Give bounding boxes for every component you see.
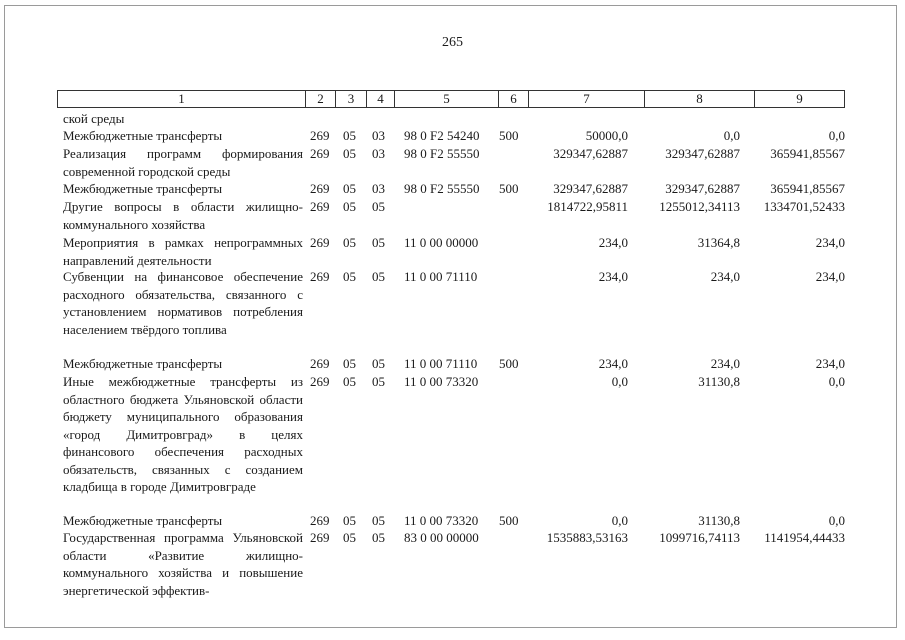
row-values [0,198,905,215]
row-description: Иные межбюджетные трансферты из областного бюджета Ульяновской области бюджету муниципального образования «город Димитровград» в целях финансового обеспечения расходных обязательств, связанных с созданием кладбища в городе Димитровграде [63,374,303,494]
header-col-2: 2 [306,91,336,107]
col-2-value: 269 [310,374,330,389]
col-7-value: 234,0 [598,269,628,284]
col-3-value: 05 [343,235,356,250]
col-5-value: 11 0 00 73320 [404,513,479,528]
col-9-value: 234,0 [815,356,845,371]
col-9-value: 1334701,52433 [763,199,845,214]
col-5-value: 11 0 00 71110 [404,269,478,284]
col-9-value: 0,0 [828,513,845,528]
col-7-value: 1535883,53163 [546,530,628,545]
table-row [0,110,905,127]
col-3-value: 05 [343,513,356,528]
col-4-value: 03 [372,128,385,143]
header-col-7: 7 [529,91,645,107]
col-7-value: 0,0 [611,374,628,389]
col-3-value: 05 [343,146,356,161]
col-7-value: 329347,62887 [553,146,628,161]
col-4-value: 05 [372,530,385,545]
header-col-5: 5 [395,91,499,107]
col-6-value: 500 [499,128,519,143]
col-5-value: 83 0 00 00000 [404,530,479,545]
col-3-value: 05 [343,374,356,389]
col-3-value: 05 [343,530,356,545]
col-7-value: 0,0 [611,513,628,528]
col-8-value: 234,0 [710,356,740,371]
table-row [0,234,905,268]
col-3-value: 05 [343,199,356,214]
header-col-1: 1 [58,91,306,107]
col-4-value: 05 [372,269,385,284]
col-5-value: 98 0 F2 54240 [404,128,480,143]
header-col-4: 4 [367,91,395,107]
header-col-9: 9 [796,91,803,106]
col-4-value: 03 [372,146,385,161]
col-5-value: 11 0 00 73320 [404,374,479,389]
col-2-value: 269 [310,235,330,250]
col-6-value: 500 [499,513,519,528]
col-8-value: 0,0 [723,128,740,143]
header-col-3: 3 [336,91,367,107]
col-2-value: 269 [310,513,330,528]
col-2-value: 269 [310,146,330,161]
col-8-value: 329347,62887 [665,146,740,161]
table-body [0,110,905,630]
row-description: Государственная программа Ульяновской области «Развитие жилищно-коммунального хозяйства и повышение энергетической эффектив- [63,530,303,598]
col-3-value: 05 [343,356,356,371]
col-9-value: 0,0 [828,374,845,389]
row-values [0,234,905,251]
row-description: Мероприятия в рамках непрограммных направлений деятельности [63,235,303,268]
col-4-value: 05 [372,235,385,250]
col-2-value: 269 [310,269,330,284]
col-9-value: 365941,85567 [770,146,845,161]
header-col-8: 8 [645,91,755,107]
table-row [0,127,905,145]
col-8-value: 234,0 [710,269,740,284]
col-2-value: 269 [310,199,330,214]
row-description: Межбюджетные трансферты [63,356,223,371]
row-description: Субвенции на финансовое обеспечение расходного обязательства, связанного с установлением нормативов потребления населением твёрдого топлива [63,269,303,337]
table-row [0,198,905,234]
table-row [0,355,905,373]
header-col-6: 6 [499,91,529,107]
col-8-value: 329347,62887 [665,181,740,196]
col-2-value: 269 [310,128,330,143]
col-8-value: 1099716,74113 [659,530,740,545]
col-2-value: 269 [310,356,330,371]
row-values [0,512,905,529]
col-9-value: 234,0 [815,269,845,284]
col-4-value: 03 [372,181,385,196]
col-2-value: 269 [310,181,330,196]
col-9-value: 1141954,44433 [764,530,845,545]
row-description: Межбюджетные трансферты [63,513,223,528]
row-values [0,127,905,144]
row-description: Межбюджетные трансферты [63,181,223,196]
col-9-value: 0,0 [828,128,845,143]
row-values [0,110,905,127]
table-row [0,180,905,198]
col-5-value: 11 0 00 00000 [404,235,479,250]
col-9-value: 365941,85567 [770,181,845,196]
table-header [57,90,845,108]
col-7-value: 50000,0 [585,128,628,143]
row-description: ской среды [63,111,125,126]
col-5-value: 11 0 00 71110 [404,356,478,371]
row-description: Реализация программ формирования современной городской среды [63,146,303,179]
col-6-value: 500 [499,356,519,371]
col-3-value: 05 [343,128,356,143]
col-8-value: 31130,8 [698,513,740,528]
col-7-value: 1814722,95811 [547,199,628,214]
row-values [0,268,905,285]
table-row [0,268,905,355]
table-row [0,373,905,512]
row-description: Другие вопросы в области жилищно-коммунального хозяйства [63,199,303,232]
col-7-value: 329347,62887 [553,181,628,196]
page-number: 265 [442,35,463,50]
col-4-value: 05 [372,513,385,528]
col-3-value: 05 [343,181,356,196]
col-4-value: 05 [372,199,385,214]
col-5-value: 98 0 F2 55550 [404,146,480,161]
col-4-value: 05 [372,374,385,389]
row-values [0,145,905,162]
col-7-value: 234,0 [598,356,628,371]
table-row [0,529,905,599]
col-9-value: 234,0 [815,235,845,250]
row-values [0,355,905,372]
col-4-value: 05 [372,356,385,371]
row-values [0,180,905,197]
col-6-value: 500 [499,181,519,196]
table-row [0,512,905,529]
col-8-value: 31364,8 [697,235,740,250]
col-5-value: 98 0 F2 55550 [404,181,480,196]
col-8-value: 31130,8 [698,374,740,389]
row-values [0,529,905,546]
col-3-value: 05 [343,269,356,284]
col-8-value: 1255012,34113 [659,199,740,214]
col-7-value: 234,0 [598,235,628,250]
row-description: Межбюджетные трансферты [63,128,223,143]
col-2-value: 269 [310,530,330,545]
table-row [0,145,905,180]
row-values [0,373,905,390]
